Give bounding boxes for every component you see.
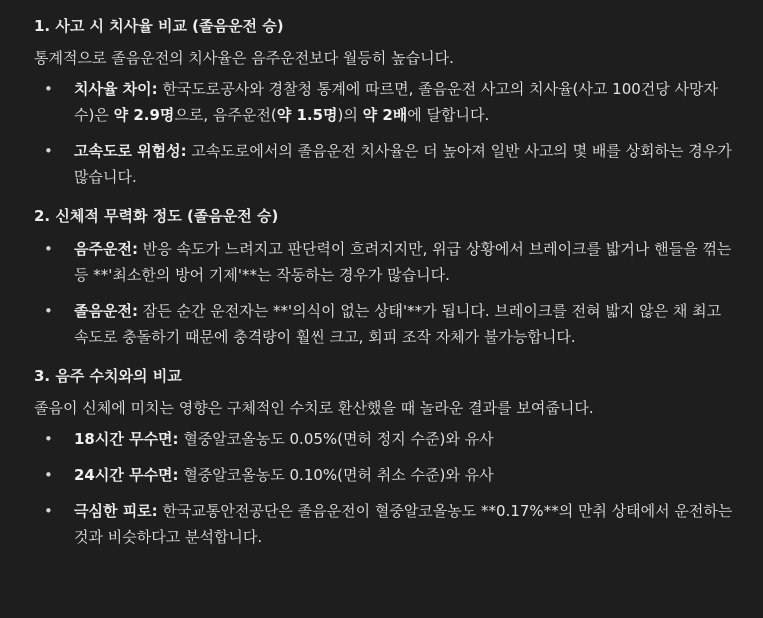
list-item xyxy=(34,76,739,128)
item-label: 치사율 차이: xyxy=(74,80,158,98)
bullet-list-incapacitation xyxy=(34,236,739,350)
item-label: 극심한 피로: xyxy=(74,502,158,520)
item-text: 혈중알코올농도 0.10%(면허 취소 수준)와 유사 xyxy=(178,466,494,484)
list-item xyxy=(34,236,739,288)
item-text: 반응 속도가 느려지고 판단력이 흐려지지만, 위급 상황에서 브레이크를 밟거나 핸들을 꺾는 등 **'최소한의 방어 기제'**는 작동하는 경우가 많습니다. xyxy=(74,240,732,284)
item-label: 고속도로 위험성: xyxy=(74,142,187,160)
bullet-icon: • xyxy=(44,430,53,448)
bullet-icon: • xyxy=(44,80,53,98)
item-text: 한국도로공사와 경찰청 통계에 따르면, 졸음운전 사고의 치사율(사고 100건당 사망자 수)은 xyxy=(74,80,719,124)
bullet-icon: • xyxy=(44,466,53,484)
item-label: 졸음운전: xyxy=(74,302,138,320)
item-text: 고속도로에서의 졸음운전 치사율은 더 높아져 일반 사고의 몇 배를 상회하는 경우가 많습니다. xyxy=(74,142,732,186)
list-item xyxy=(34,426,739,452)
bullet-icon: • xyxy=(44,502,53,520)
bullet-icon: • xyxy=(44,240,53,258)
item-emphasis: 약 2.9명 xyxy=(113,106,175,124)
bullet-list-fatality xyxy=(34,76,739,190)
bullet-icon: • xyxy=(44,302,53,320)
section-intro-bac-comparison: 졸음이 신체에 미치는 영향은 구체적인 수치로 환산했을 때 놀라운 결과를 보여줍니다. xyxy=(34,399,594,417)
item-text: 에 달합니다. xyxy=(407,106,490,124)
item-emphasis: 약 2배 xyxy=(362,106,408,124)
item-text: 한국교통안전공단은 졸음운전이 혈중알코올농도 **0.17%**의 만취 상태에서 운전하는 것과 비슷하다고 분석합니다. xyxy=(74,502,733,546)
section-heading-incapacitation: 2. 신체적 무력화 정도 (졸음운전 승) xyxy=(34,207,279,225)
item-text: 잠든 순간 운전자는 **'의식이 없는 상태'**가 됩니다. 브레이크를 전혀 밟지 않은 채 최고 속도로 충돌하기 때문에 충격량이 훨씬 크고, 회피 조작 자체가 불가능합니다. xyxy=(74,302,722,346)
item-text: 으로, 음주운전( xyxy=(174,106,277,124)
item-text: 혈중알코올농도 0.05%(면허 정지 수준)와 유사 xyxy=(178,430,494,448)
item-label: 음주운전: xyxy=(74,240,138,258)
item-label: 18시간 무수면: xyxy=(74,430,179,448)
item-label: 24시간 무수면: xyxy=(74,466,179,484)
bullet-list-bac-comparison xyxy=(34,426,739,550)
list-item xyxy=(34,138,739,190)
section-heading-bac-comparison: 3. 음주 수치와의 비교 xyxy=(34,367,182,385)
section-heading-fatality: 1. 사고 시 치사율 비교 (졸음운전 승) xyxy=(34,17,284,35)
section-intro-fatality: 통계적으로 졸음운전의 치사율은 음주운전보다 월등히 높습니다. xyxy=(34,49,454,67)
list-item xyxy=(34,462,739,488)
bullet-icon: • xyxy=(44,142,53,160)
list-item xyxy=(34,498,739,550)
item-text: )의 xyxy=(337,106,363,124)
item-emphasis: 약 1.5명 xyxy=(276,106,338,124)
list-item xyxy=(34,298,739,350)
